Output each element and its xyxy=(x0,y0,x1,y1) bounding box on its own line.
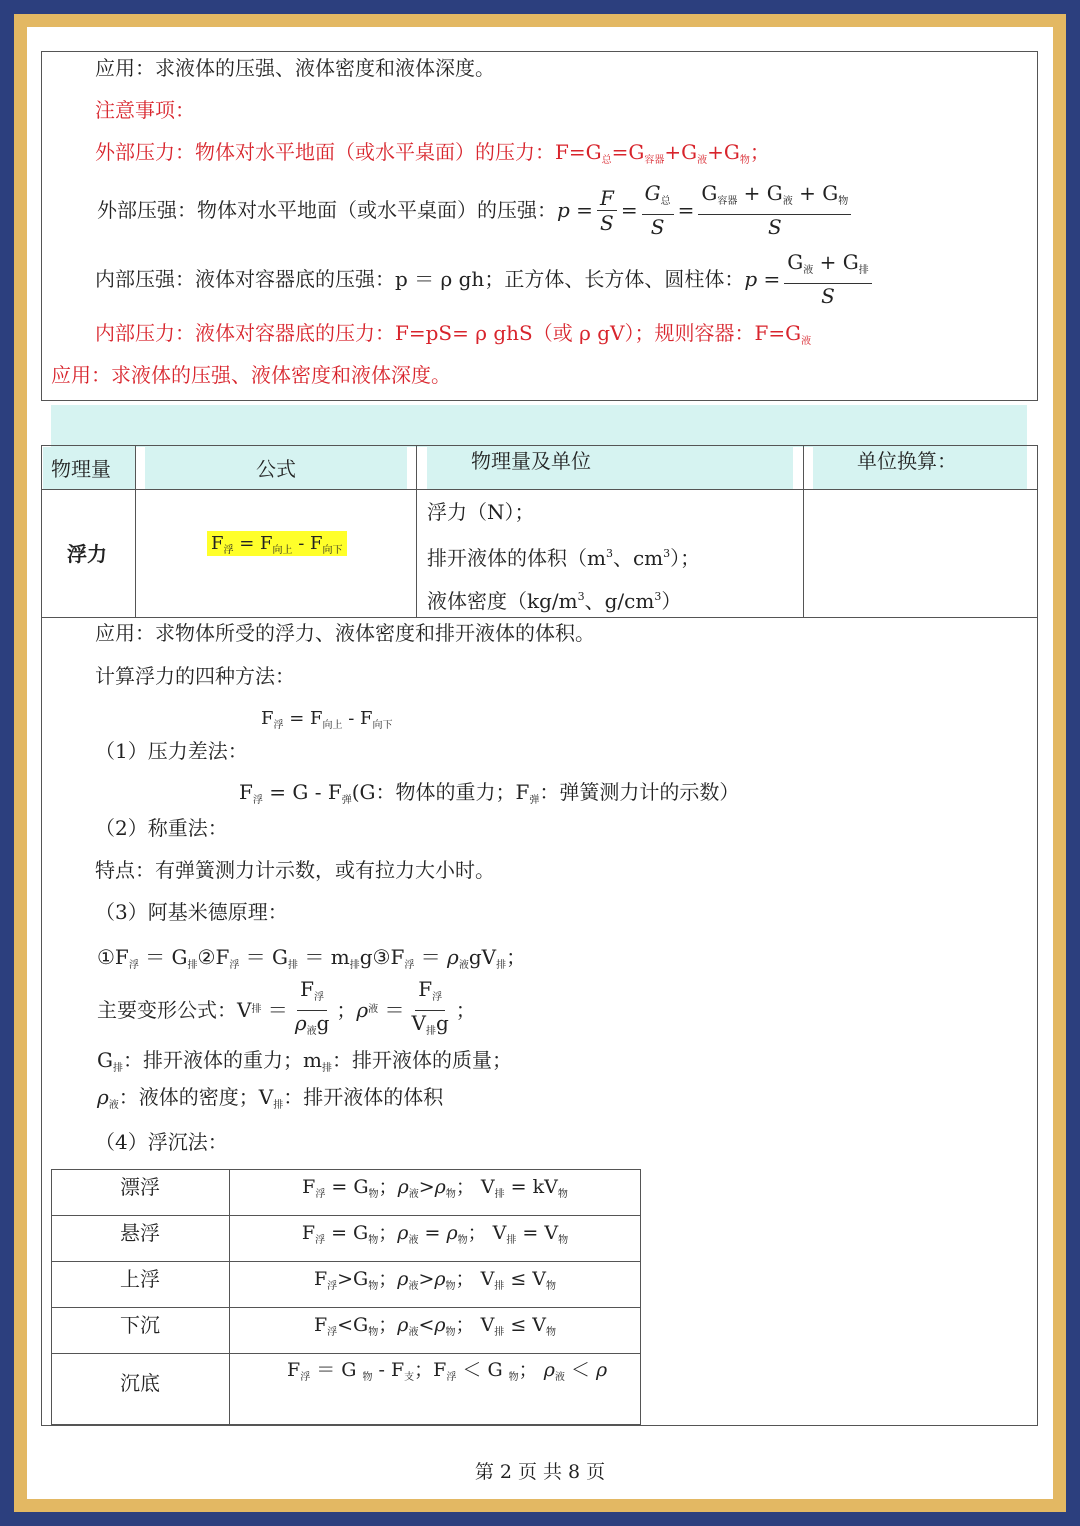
internal-pressure-line: 内部压强：液体对容器底的压强：p ＝ ρ gh；正方体、长方体、圆柱体： p = $\frac{G_液 + G_排}{S}$ xyxy=(95,251,876,307)
pressure-application: 应用：求液体的压强、液体密度和液体深度。 xyxy=(95,56,495,80)
state-sink: 下沉 xyxy=(120,1313,160,1337)
page-number: 第 2 页 共 8 页 xyxy=(474,1461,606,1483)
rho-definition: $\rho_液$：液体的密度；$V_排$：排开液体的体积 xyxy=(97,1085,444,1111)
page-paper xyxy=(27,27,1053,1499)
state-suspend: 悬浮 xyxy=(120,1221,160,1245)
weighing-formula: $F_浮 = G - F_弹(G$：物体的重力；$F_弹$：弹簧测力计的示数） xyxy=(239,780,740,806)
header-units: 物理量及单位 xyxy=(471,449,591,473)
state-bottom: 沉底 xyxy=(120,1371,160,1395)
method-2: （2）称重法： xyxy=(95,816,228,840)
pressure-application-2: 应用：求液体的压强、液体密度和液体深度。 xyxy=(51,363,451,387)
state-rise: 上浮 xyxy=(120,1267,160,1291)
cond-bottom: $F_浮 = G$ $_物 - F_支$；$F_浮 < G$ $_物$； $\rho_液 < \rho$ xyxy=(287,1359,608,1383)
method-1: （1）压力差法： xyxy=(95,739,248,763)
g-definition: $G_排$：排开液体的重力；$m_排$：排开液体的质量； xyxy=(97,1048,512,1074)
header-band xyxy=(51,405,1027,447)
methods-heading: 计算浮力的四种方法： xyxy=(95,664,295,688)
buoyancy-formula: $F_浮 = F_{向上} - F_{向下}$ xyxy=(207,531,347,564)
method-3: （3）阿基米德原理： xyxy=(95,900,288,924)
unit-force: 浮力（N）； xyxy=(427,500,535,524)
header-conversion: 单位换算： xyxy=(857,449,957,473)
header-formula: 公式 xyxy=(256,457,296,481)
cond-rise: $F_浮>G_物$；$\rho_液>\rho_物$； $V_排 \le V_物$ xyxy=(313,1268,557,1292)
header-quantity: 物理量 xyxy=(51,457,111,481)
row-buoyancy: 浮力 xyxy=(67,542,107,566)
internal-force-line: 内部压力：液体对容器底的压力：F=pS= ρ ghS（或 ρ gV）；规则容器：$F=G_液$ xyxy=(95,321,812,347)
pressure-difference-formula: $F_浮 = F_{向上} - F_{向下}$ xyxy=(261,708,393,731)
archimedes-formula: $①F_浮$ ＝ $G_排②F_浮 = G_排$ ＝ $m_排g③F_浮 = \rho_液gV_排$； xyxy=(97,945,527,971)
unit-volume: 排开液体的体积（$m^3$、$cm^3$）； xyxy=(427,546,701,570)
cond-sink: $F_浮<G_物$；$\rho_液<\rho_物$； $V_排 \le V_物$ xyxy=(313,1314,557,1338)
cond-suspend: $F_浮 = G_物$；$\rho_液 = \rho_物$； $V_排 = V_物$ xyxy=(301,1222,569,1246)
cond-float: $F_浮 = G_物$；$\rho_液>\rho_物$； $V_排 = kV_物$ xyxy=(302,1176,568,1200)
buoyancy-application: 应用：求物体所受的浮力、液体密度和排开液体的体积。 xyxy=(95,621,595,645)
state-float: 漂浮 xyxy=(120,1175,160,1199)
derived-formulas: 主要变形公式： V 排 ＝ $\frac{F_浮}{\rho_液g}$ ； ρ 液 ＝ $\frac{F_浮}{V_排g}$ ； xyxy=(97,976,476,1037)
notes-heading: 注意事项： xyxy=(95,98,195,122)
external-pressure-line: 外部压强：物体对水平地面（或水平桌面）的压强： p = $\frac{F}{S}$ = $\frac{G_总}{S}$ = $\frac{G_{容器} + G_液 + G_物}{S}$ xyxy=(97,182,855,238)
method-4: （4）浮沉法： xyxy=(95,1130,228,1154)
external-force-line: 外部压力：物体对水平地面（或水平桌面）的压力：$F=G_总=G_{容器}+G_液+G_物$； xyxy=(95,140,770,166)
method-2-note: 特点：有弹簧测力计示数，或有拉力大小时。 xyxy=(95,858,495,882)
unit-density: 液体密度（$kg/m^3$、$g/cm^3$） xyxy=(427,589,682,613)
